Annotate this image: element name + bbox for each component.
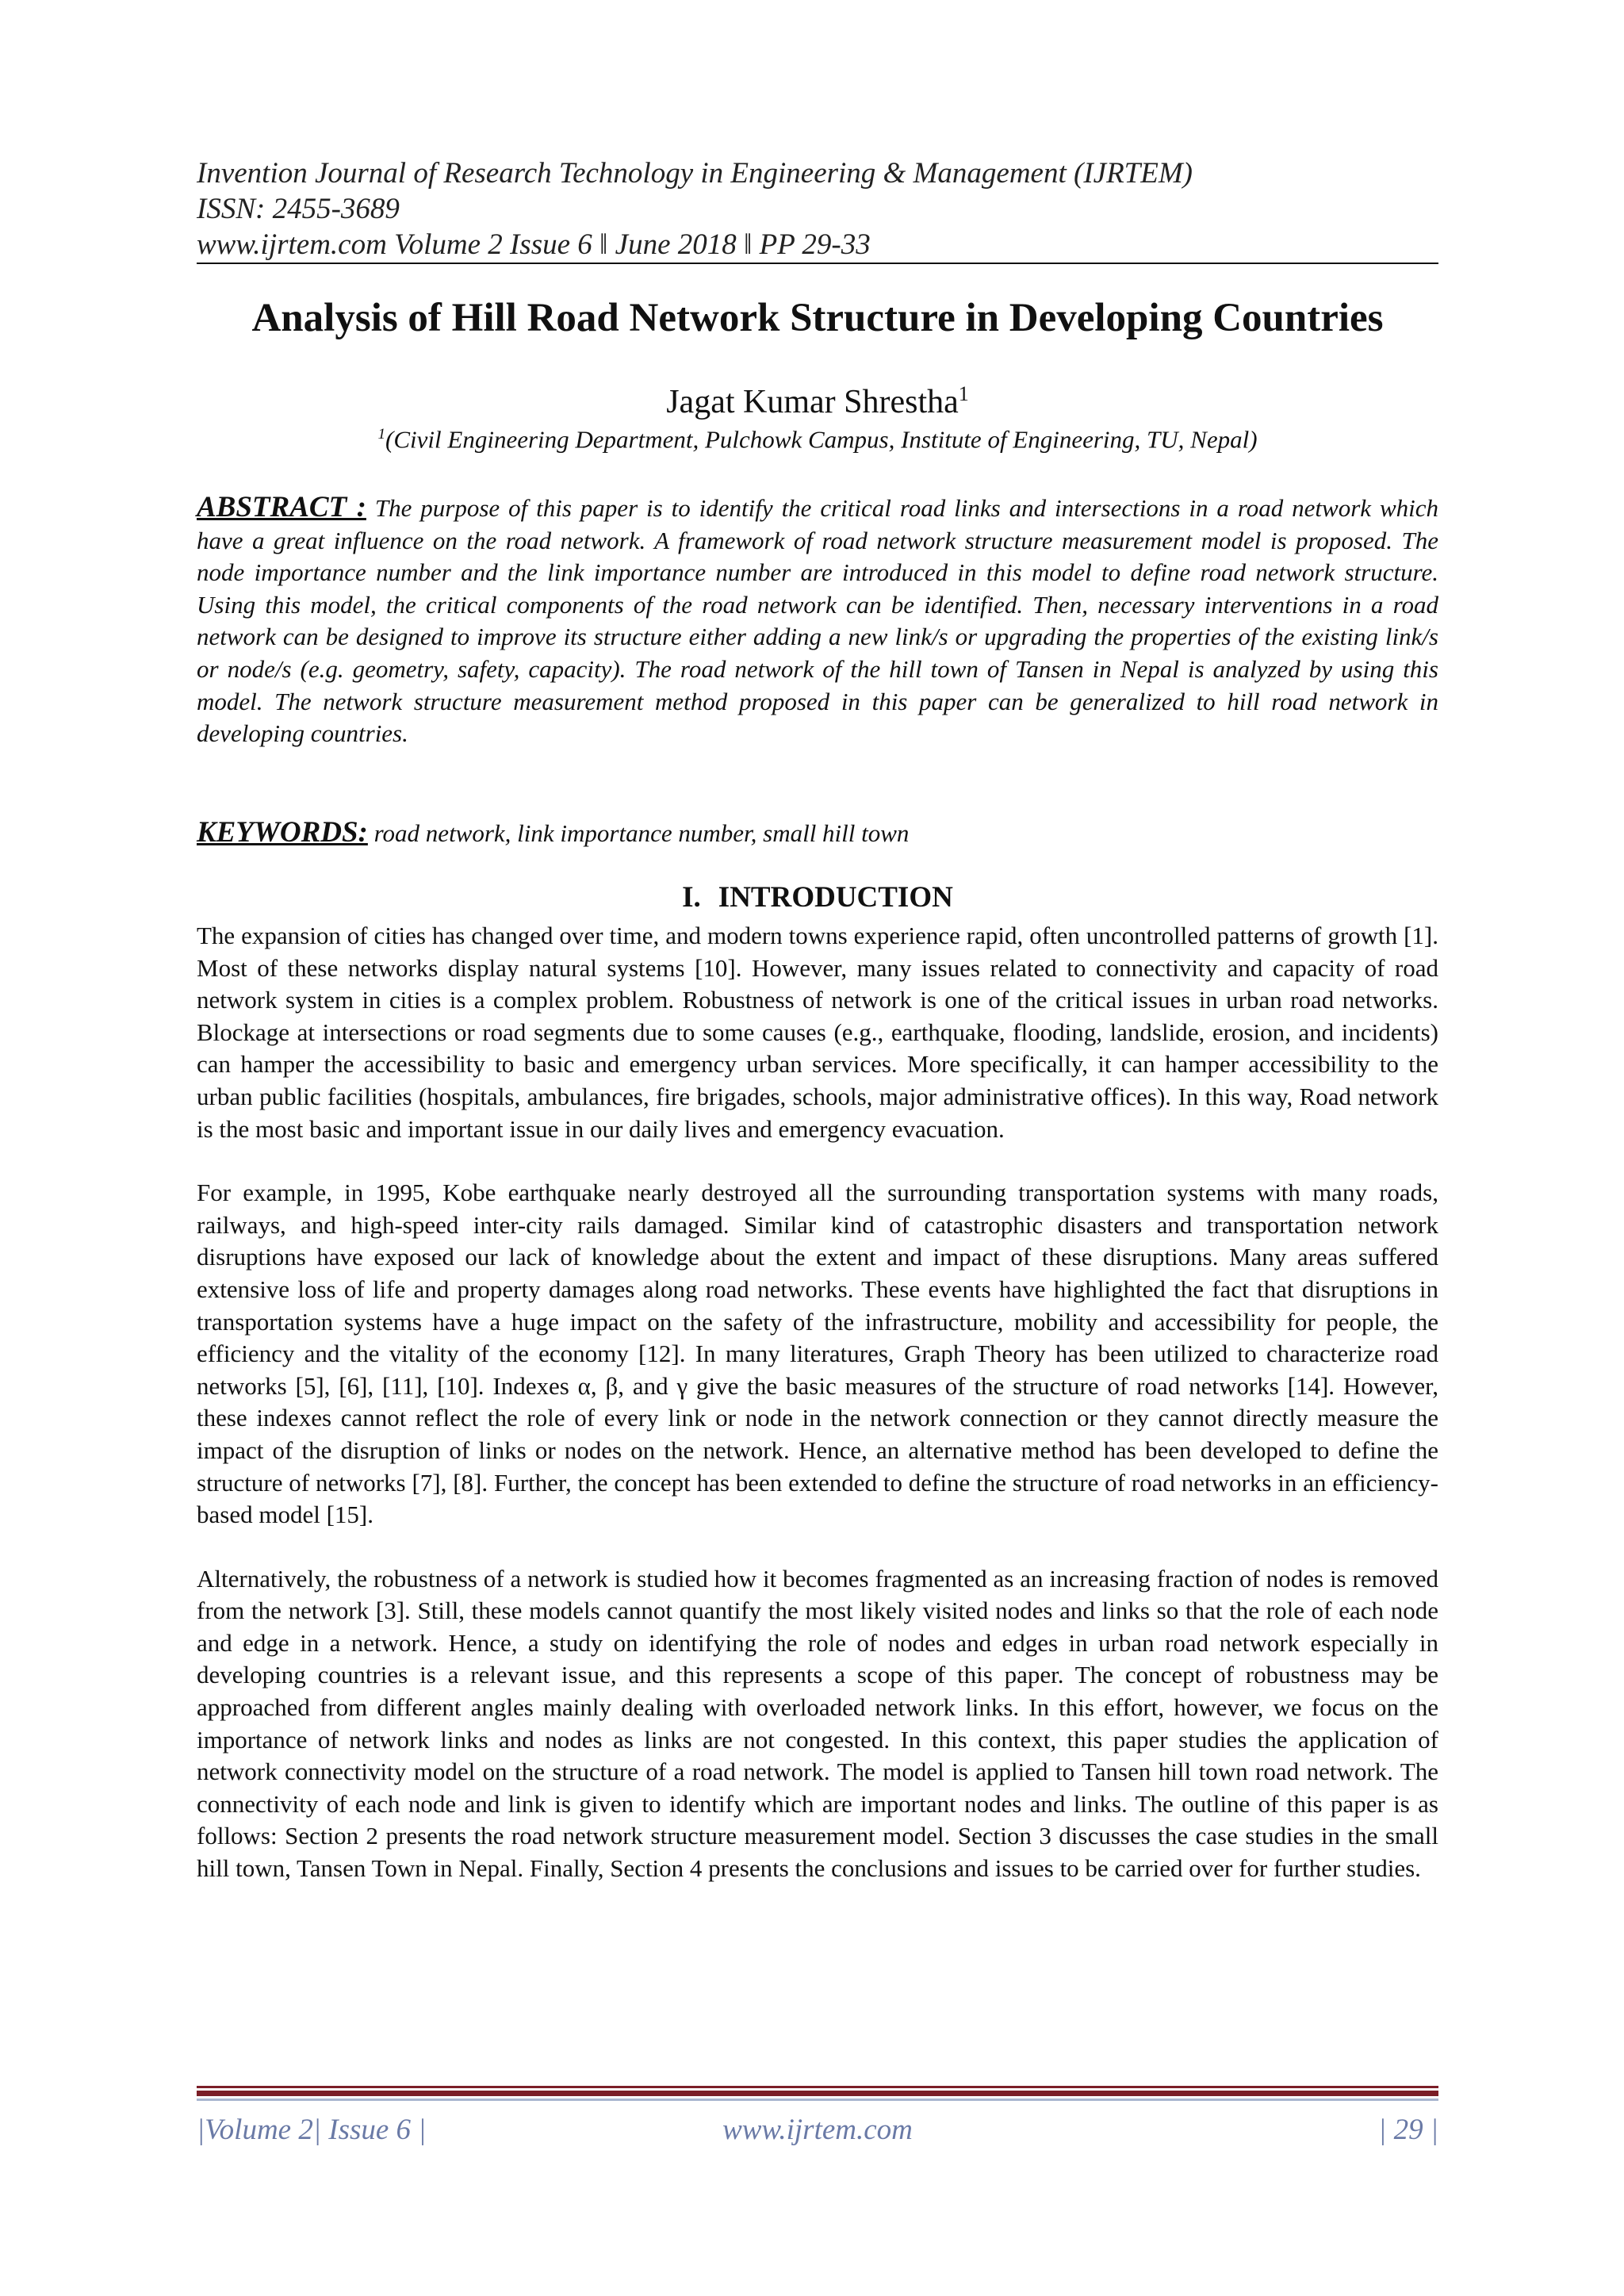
footer-page-number: | 29 |	[1378, 2114, 1438, 2146]
affiliation-superscript: 1	[377, 426, 386, 443]
intro-paragraph: The expansion of cities has changed over time, and modern towns experience rapid, often uncontrolled patterns of growth [1]. Most of these networks display natural systems [10]. However, many issues related to connectivity and capacity of road network system in cities is a complex problem. Robustness of network is one of the critical issues in urban road networks. Blockage at intersections or road segments due to some causes (e.g., earthquake, flooding, landslide, erosion, and incidents) can hamper the accessibility to basic and emergency urban services. More specifically, it can hamper accessibility to the urban public facilities (hospitals, ambulances, fire brigades, schools, major administrative offices). In this way, Road network is the most basic and important issue in our daily lives and emergency evacuation.	[197, 922, 1438, 1143]
intro-paragraph: Alternatively, the robustness of a network is studied how it becomes fragmented as an increasing fraction of nodes is removed from the network [3]. Still, these models cannot quantify the most likely visited nodes and links so that the role of each node and edge in a network. Hence, a study on identifying the role of nodes and edges in urban road network especially in developing countries is a relevant issue, and this represents a scope of this paper. The concept of robustness may be approached from different angles mainly dealing with overloaded network links. In this effort, however, we focus on the importance of network links and nodes as links are not congested. In this context, this paper studies the application of network connectivity model on the structure of a road network. The model is applied to Tansen hill town road network. The connectivity of each node and link is given to identify which are important nodes and links. The outline of this paper is as follows: Section 2 presents the road network structure measurement model. Section 3 discusses the case studies in the small hill town, Tansen Town in Nepal. Finally, Section 4 presents the conclusions and issues to be carried over for further studies.	[197, 1564, 1438, 1883]
footer-rule	[197, 2086, 1438, 2101]
journal-header	[197, 155, 1438, 263]
author-name: Jagat Kumar Shrestha	[666, 384, 959, 420]
abstract-text: The purpose of this paper is to identify the critical road links and intersections in a road network which have a great influence on the road network. A framework of road network structure measurement model is proposed. The node importance number and the link importance number are introduced in this model to define road network structure. Using this model, the critical components of the road network can be identified. Then, necessary interventions in a road network can be designed to improve its structure either adding a new link/s or upgrading the properties of the existing link/s or node/s (e.g. geometry, safety, capacity). The road network of the hill town of Tansen in Nepal is analyzed by using this model. The network structure measurement method proposed in this paper can be generalized to hill road network in developing countries.	[197, 494, 1439, 748]
journal-name: Invention Journal of Research Technology in Engineering & Management (IJRTEM)	[197, 157, 1193, 190]
abstract	[197, 492, 1438, 750]
keywords-label: KEYWORDS:	[197, 816, 368, 849]
abstract-label: ABSTRACT :	[197, 491, 366, 523]
section-number: I.	[682, 881, 701, 914]
affiliation	[197, 419, 1438, 455]
affiliation-text: (Civil Engineering Department, Pulchowk Campus, Institute of Engineering, TU, Nepal)	[385, 425, 1258, 454]
footer-volume-issue: |Volume 2| Issue 6 |	[197, 2114, 427, 2146]
intro-paragraph: For example, in 1995, Kobe earthquake nearly destroyed all the surrounding transportation systems with many roads, railways, and high-speed inter-city rails damaged. Similar kind of catastrophic disasters and transportation network disruptions have exposed our lack of knowledge about the extent and impact of these disruptions. Many areas suffered extensive loss of life and property damages along road networks. These events have highlighted the fact that disruptions in transportation systems have a huge impact on the safety of the infrastructure, mobility and accessibility for people, the efficiency and the vitality of the economy [12]. In many literatures, Graph Theory has been utilized to characterize road networks [5], [6], [11], [10]. Indexes α, β, and γ give the basic measures of the structure of road networks [14]. However, these indexes cannot reflect the role of every link or node in the network connection or they cannot directly measure the impact of the disruption of links or nodes on the network. Hence, an alternative method has been developed to define the structure of networks [7], [8]. Further, the concept has been extended to define the structure of road networks in an efficiency-based model [15].	[197, 1179, 1438, 1529]
section-title: INTRODUCTION	[718, 881, 953, 914]
author	[197, 374, 1438, 422]
footer-rule-thick	[197, 2091, 1438, 2096]
header-rule	[197, 263, 1438, 264]
section-heading-introduction	[197, 880, 1438, 915]
keywords-text: road network, link importance number, small hill town	[373, 819, 910, 847]
journal-volume-line: www.ijrtem.com Volume 2 Issue 6 ǁ June 2018 ǁ PP 29-33	[197, 228, 871, 261]
footer-website-link[interactable]: www.ijrtem.com	[722, 2114, 913, 2146]
footer-rule-thin	[197, 2086, 1438, 2088]
paper-title: Analysis of Hill Road Network Structure in Developing Countries	[251, 296, 1384, 340]
footer-rule-light	[197, 2099, 1438, 2101]
introduction-body	[197, 920, 1438, 1917]
journal-issn: ISSN: 2455-3689	[197, 193, 400, 225]
keywords	[197, 817, 1438, 849]
author-superscript: 1	[958, 382, 969, 405]
